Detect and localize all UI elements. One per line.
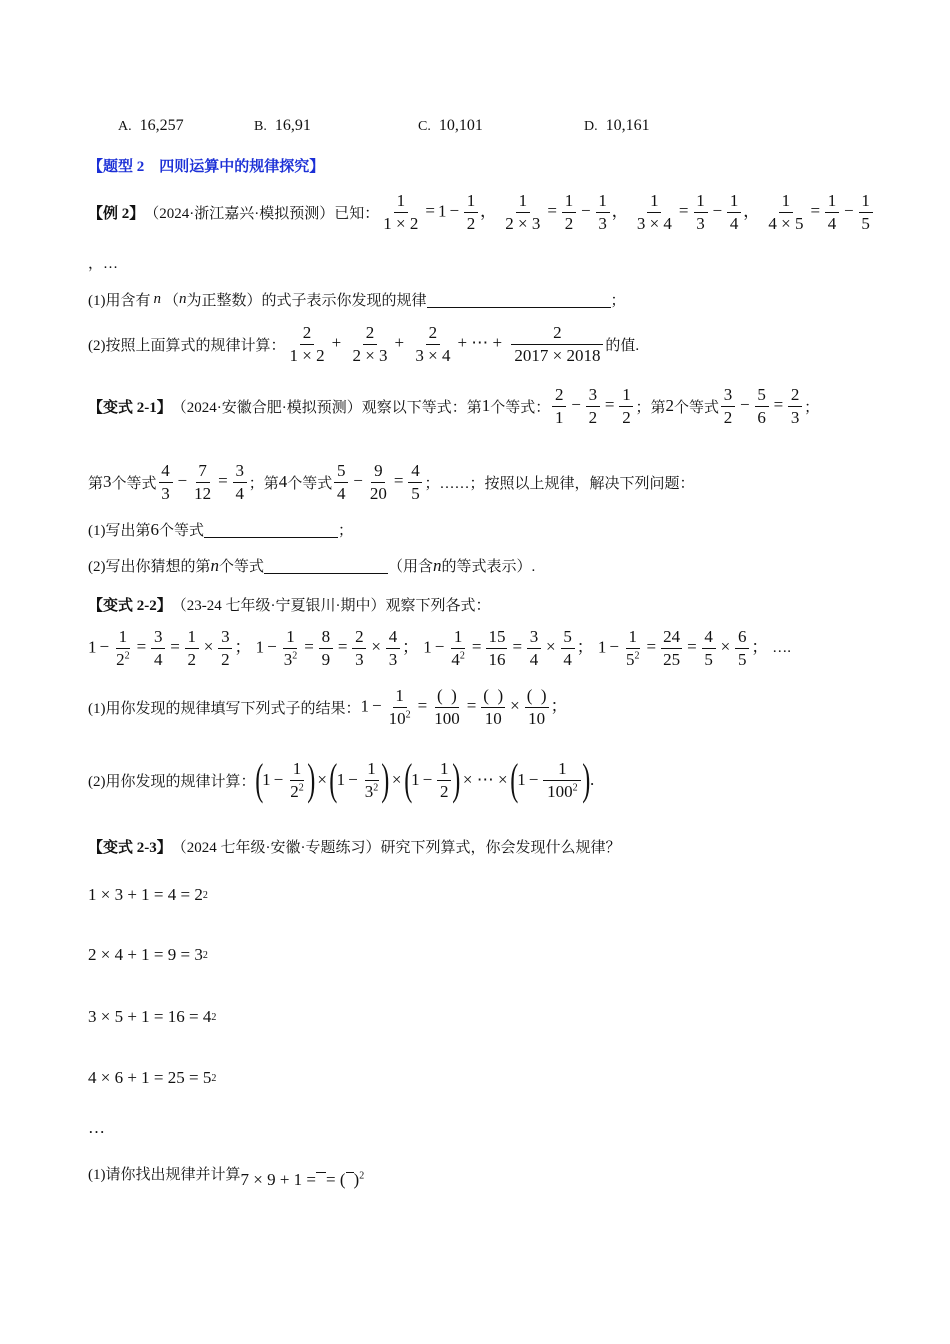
variant-2-1-q1-text: (1)写出第 bbox=[88, 523, 151, 539]
option-c-value: 10,101 bbox=[438, 117, 483, 134]
example-2-q2 bbox=[88, 324, 639, 365]
variant-2-3-line1 bbox=[88, 836, 621, 857]
example-2-given bbox=[88, 192, 875, 233]
option-c-label: C. bbox=[418, 119, 431, 134]
variant-2-1-q1-end: ； bbox=[338, 523, 354, 539]
variant-2-3-eq3: 3 × 5 + 1 = 16 = 4 2 bbox=[88, 1007, 217, 1026]
example-2-formulas: $\frac{1}{1 \times 2}$ = 1 − $\frac{1}{2}$ ， $\frac{1}{2 \times 3}$ = $\frac{1}{2}$ − $\frac{1}{3}$ ， $\frac{1}{3 \times 4}$ = $\frac{1}{3}$ − $\frac{1}{4}$ ， $\frac{1}{4 \times 5}$ = $\frac{1}{4}$ − $\frac{1}{5}$ bbox=[379, 192, 874, 233]
section-heading: 【题型 2 四则运算中的规律探究】 bbox=[88, 159, 325, 175]
option-d bbox=[584, 117, 650, 135]
variant-2-1-line1: 【变式 2-1】 （2024·安徽合肥·模拟预测）观察以下等式：第 1 个等式： $\frac{2}{1}$ − $\frac{3}{2}$ = $\frac{1}{2}$ ；第 2 个等式 $\frac{3}{2}$ − $\frac{5}{6}$ = $\frac{2}{3}$ ； bbox=[88, 385, 820, 427]
variant-2-1-q2-text: (2)写出你猜想的第 bbox=[88, 559, 211, 575]
answer-blank[interactable] bbox=[346, 1172, 354, 1185]
variant-2-2-eqs: 1 − $\frac{1}{2^2}$ = $\frac{3}{4}$ = $\frac{1}{2}$ × $\frac{3}{2}$ ； 1 − $\frac{1}{3^2}$ = $\frac{8}{9}$ = $\frac{2}{3}$ × $\frac{4}{3}$ ； 1 − $\frac{1}{4^2}$ = $\frac{15}{16}$ = $\frac{3}{4}$ × $\frac{5}{4}$ ； 1 − $\frac{1}{5^2}$ = $\frac{24}{25}$ = $\frac{4}{5}$ × $\frac{6}{5}$ ； bbox=[88, 627, 769, 669]
example-2-cont: ，… bbox=[88, 256, 119, 272]
example-2-q2-end: 的值. bbox=[605, 337, 640, 354]
variant-2-3-q1-expr: 7 × 9 + 1 = bbox=[240, 1170, 317, 1189]
option-a-value: 16,257 bbox=[139, 117, 184, 134]
answer-blank[interactable] bbox=[427, 291, 611, 308]
variant-2-1-q1-num: 6 bbox=[150, 519, 159, 539]
variant-2-1-third-post: 个等式 bbox=[111, 475, 157, 492]
answer-blank[interactable] bbox=[264, 557, 388, 574]
variant-2-2-formulas bbox=[88, 628, 791, 669]
variant-2-3-eq1-text: 1 × 3 + 1 = 4 = 2 bbox=[88, 885, 203, 904]
answer-blank[interactable] bbox=[316, 1172, 326, 1185]
variant-2-1-fourth-pre: ；第 bbox=[248, 475, 279, 492]
example-2-q1 bbox=[88, 289, 626, 310]
variant-2-1-q2 bbox=[88, 555, 535, 576]
variant-2-2-q1-text: (1)用你发现的规律填写下列式子的结果： bbox=[88, 700, 361, 717]
example-2-q1-mid2: 为正整数）的式子表示你发现的规律 bbox=[186, 293, 427, 309]
variant-2-3-q1 bbox=[88, 1156, 364, 1190]
option-b-value: 16,91 bbox=[274, 117, 311, 134]
variant-2-1-rest: ；……；按照以上规律，解决下列问题： bbox=[424, 475, 695, 492]
variant-2-2-q2-text: (2)用你发现的规律计算： bbox=[88, 773, 256, 790]
variant-2-3-eq4-text: 4 × 6 + 1 = 25 = 5 bbox=[88, 1068, 212, 1087]
variant-2-2-source: （23-24 七年级·宁夏银川·期中）观察下列各式： bbox=[171, 598, 491, 614]
variant-2-1-first: 1 bbox=[481, 396, 491, 416]
variant-2-2-q1 bbox=[88, 687, 568, 728]
option-b-label: B. bbox=[254, 119, 267, 134]
variant-2-3-eq2: 2 × 4 + 1 = 9 = 3 2 bbox=[88, 945, 208, 964]
example-2-q1-end: ； bbox=[610, 293, 626, 309]
option-b bbox=[254, 117, 311, 135]
answer-blank[interactable] bbox=[204, 521, 338, 538]
example-2-q2-text: (2)按照上面算式的规律计算： bbox=[88, 337, 286, 354]
variant-2-1-second: 2 bbox=[665, 396, 674, 416]
variant-2-2-q1-formula: 1 − $\frac{1}{10^2}$ = ( ) 100 = ( ) 10 × ( ) 10 ； bbox=[360, 686, 568, 728]
variant-2-1-q2-end-pre: （用含 bbox=[388, 559, 434, 575]
variant-2-1-eq2: $\frac{3}{2}$ − $\frac{5}{6}$ = $\frac{2}{3}$ bbox=[719, 386, 804, 427]
option-a bbox=[118, 117, 184, 135]
variant-2-1-q2-post: 个等式 bbox=[219, 559, 265, 575]
variant-2-1-q2-end-post: 的等式表示）. bbox=[441, 559, 536, 575]
example-2-q1-var: n bbox=[153, 291, 161, 307]
example-2-source: （2024·浙江嘉兴·模拟预测）已知： bbox=[144, 205, 380, 222]
example-2-tag: 【例 2】 bbox=[88, 205, 145, 222]
example-2-q2-formula: $\frac{2}{1 \times 2}$ + $\frac{2}{2 \times 3}$ + $\frac{2}{3 \times 4}$ + ⋯ + $\frac{2}{2017 \times 2018}$ bbox=[286, 324, 606, 365]
variant-2-3-eq2-text: 2 × 4 + 1 = 9 = 3 bbox=[88, 945, 203, 964]
variant-2-3-q1-eq: = ( bbox=[326, 1170, 346, 1189]
variant-2-1-second-pre: ；第 bbox=[635, 399, 666, 416]
variant-2-3-tag: 【变式 2-3】 bbox=[88, 840, 172, 856]
variant-2-1-source: （2024·安徽合肥·模拟预测）观察以下等式：第 bbox=[171, 399, 482, 416]
variant-2-1-third-pre: 第 bbox=[88, 475, 104, 492]
variant-2-3-dots: … bbox=[88, 1118, 105, 1137]
variant-2-1-third: 3 bbox=[103, 472, 112, 492]
variant-2-1-q2-var: n bbox=[210, 555, 219, 575]
option-a-label: A. bbox=[118, 119, 132, 134]
example-2-q1-mid: （ bbox=[164, 293, 180, 309]
variant-2-3-eq4: 4 × 6 + 1 = 25 = 5 2 bbox=[88, 1068, 217, 1087]
variant-2-1-eq3: $\frac{4}{3}$ − $\frac{7}{12}$ = $\frac{3}{4}$ bbox=[157, 462, 249, 503]
variant-2-1-q1 bbox=[88, 519, 353, 540]
variant-2-2-line1 bbox=[88, 594, 491, 615]
variant-2-1-geshi: 个等式： bbox=[490, 399, 551, 416]
variant-2-1-eq1: $\frac{2}{1}$ − $\frac{3}{2}$ = $\frac{1}{2}$ bbox=[550, 386, 635, 427]
variant-2-3-q1-text: (1)请你找出规律并计算 bbox=[88, 1166, 241, 1183]
variant-2-2-tag: 【变式 2-2】 bbox=[88, 598, 172, 614]
variant-2-2-end: …. bbox=[772, 639, 791, 656]
variant-2-1-q1-post: 个等式 bbox=[159, 523, 205, 539]
option-d-value: 10,161 bbox=[605, 117, 650, 134]
variant-2-1-fourth: 4 bbox=[278, 472, 288, 492]
variant-2-1-q2-var2: n bbox=[433, 555, 442, 575]
variant-2-1-second-post: 个等式 bbox=[673, 399, 719, 416]
option-d-label: D. bbox=[584, 119, 598, 134]
variant-2-3-eq1: 1 × 3 + 1 = 4 = 2 2 bbox=[88, 885, 208, 904]
variant-2-1-fourth-post: 个等式 bbox=[287, 475, 333, 492]
variant-2-1-line2 bbox=[88, 462, 694, 503]
variant-2-3-q1-formula: 7 × 9 + 1 = = ( )$^2$ bbox=[240, 1170, 365, 1189]
variant-2-2-q2 bbox=[88, 755, 595, 804]
option-c bbox=[418, 117, 483, 135]
example-2-q1-text: (1)用含有 bbox=[88, 293, 151, 309]
variant-2-2-q2-formula: ( 1 − $\frac{1}{2^2}$ ) × ( 1 − $\frac{1}{3^2}$ ) × ( 1 − $\frac{1}{2}$ ) × ⋯ × ( 1 − $\frac{1}{100^2}$ ) . bbox=[254, 755, 595, 804]
example-2-q1-var2: n bbox=[179, 291, 187, 307]
variant-2-3-q1-close: ) bbox=[353, 1170, 360, 1189]
variant-2-3-eq3-text: 3 × 5 + 1 = 16 = 4 bbox=[88, 1007, 212, 1026]
variant-2-1-eq4: $\frac{5}{4}$ − $\frac{9}{20}$ = $\frac{4}{5}$ bbox=[332, 462, 424, 503]
variant-2-3-source: （2024 七年级·安徽·专题练习）研究下列算式，你会发现什么规律？ bbox=[171, 840, 621, 856]
variant-2-1-tag: 【变式 2-1】 bbox=[88, 399, 172, 416]
